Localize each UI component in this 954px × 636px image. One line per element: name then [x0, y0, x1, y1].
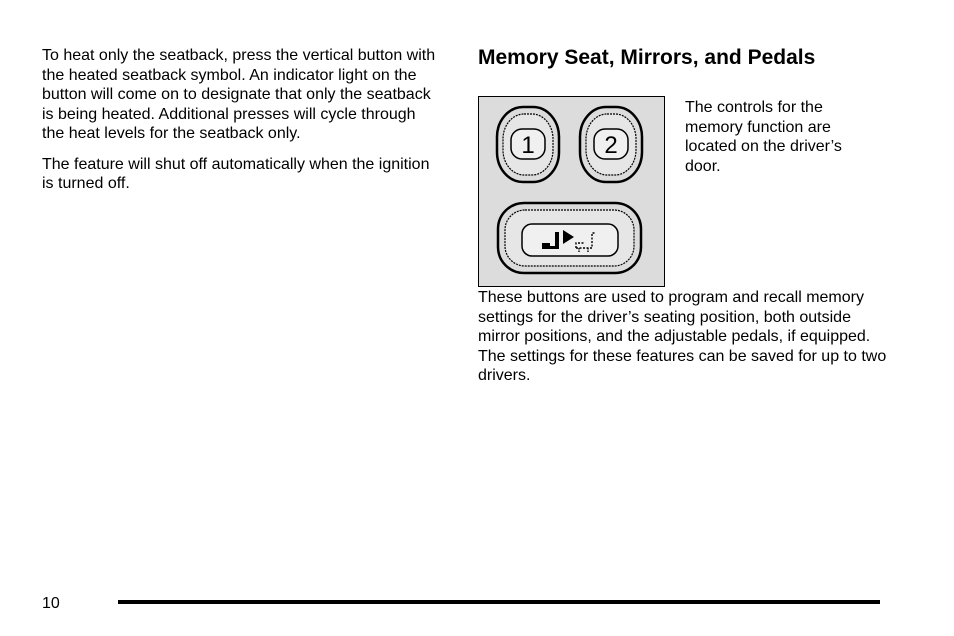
memory-button-1 [497, 107, 559, 182]
figure-row [478, 96, 888, 288]
right-column [478, 44, 888, 397]
memory-controls-illustration [478, 96, 665, 287]
auto-shutoff-paragraph: The feature will shut off automatically when the ignition is turned off. [42, 155, 430, 192]
section-heading: Memory Seat, Mirrors, and Pedals [478, 46, 816, 69]
left-column [42, 46, 442, 205]
exit-seat-button [498, 203, 641, 273]
seatback-heat-paragraph: To heat only the seatback, press the vertical button with the heated seatback symbol. An indicator light on the button will come on to designate that only the seatback is being heated. Additional presses will cycle through the heat levels for the seatback only. [42, 47, 436, 142]
figure-caption: The controls for the memory function are located on the driver’s door. [685, 99, 842, 175]
page-number: 10 [42, 595, 60, 612]
memory-button-2 [580, 107, 642, 182]
memory-buttons-paragraph: These buttons are used to program and recall memory settings for the driver’s seating position, both outside mirror positions, and the adjustable pedals, if equipped. The settings for these features can be saved for up to two drivers. [478, 289, 887, 384]
button-2-label: 2 [604, 132, 618, 159]
button-1-label: 1 [521, 132, 535, 159]
footer-rule [118, 600, 880, 604]
